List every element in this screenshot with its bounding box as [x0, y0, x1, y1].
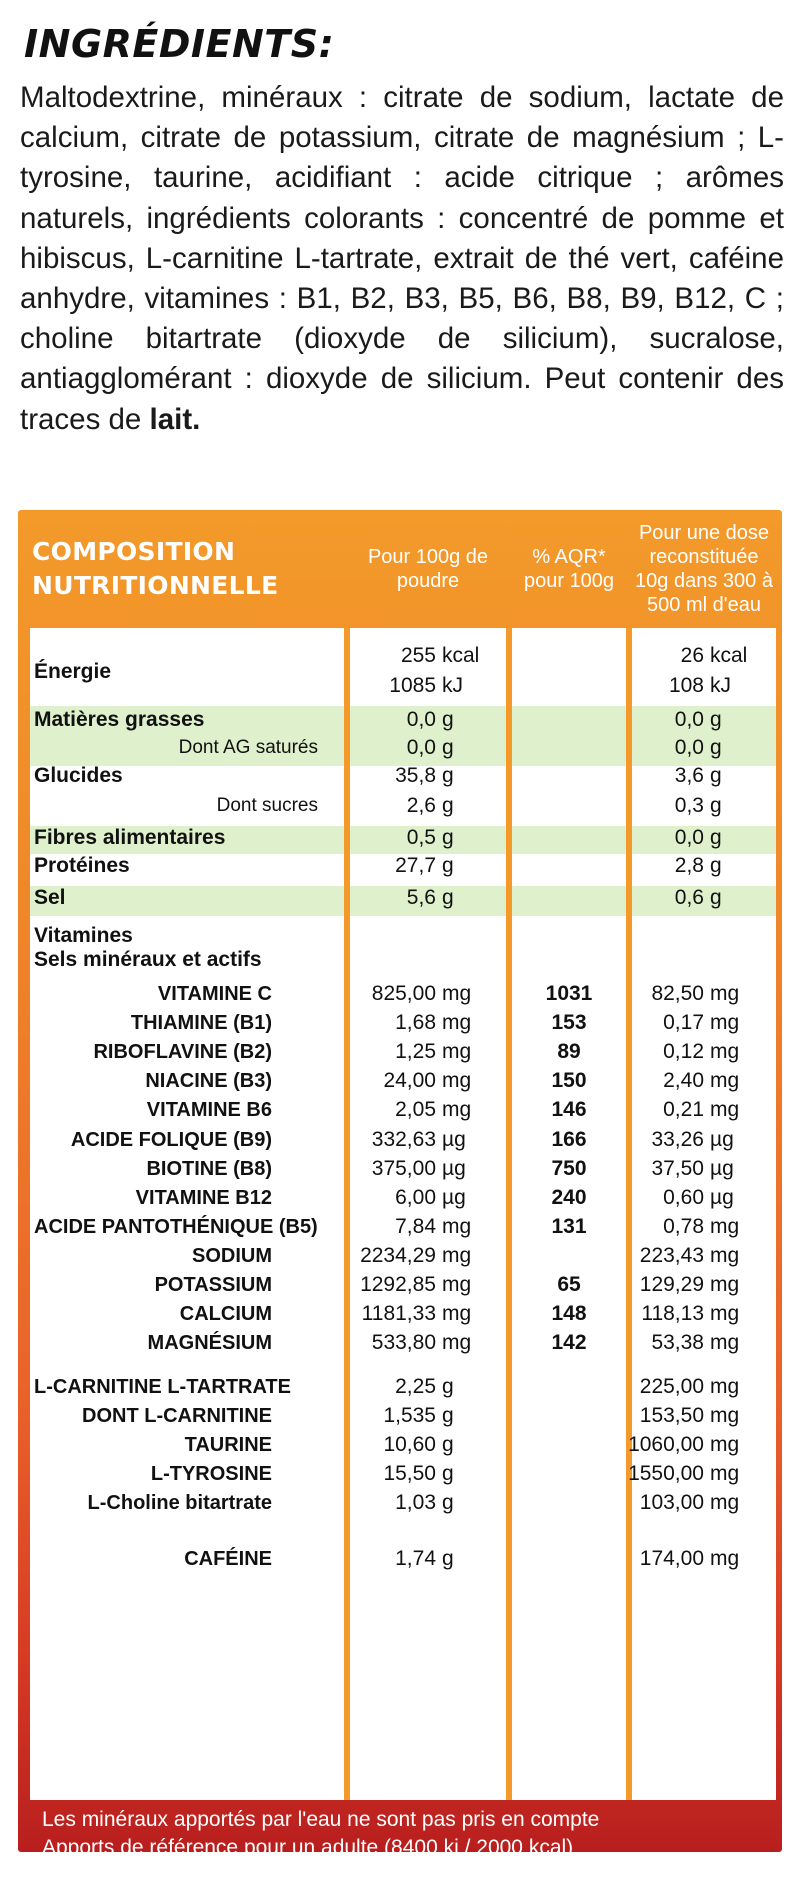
value-per-100g: 255	[400, 644, 436, 667]
vitamin-label: THIAMINE (B1)	[130, 1012, 272, 1034]
unit-per-100g: µg	[442, 1128, 466, 1151]
value-per-dose: 3,6	[674, 764, 704, 787]
unit-per-dose: µg	[710, 1186, 734, 1209]
unit-per-dose: µg	[710, 1157, 734, 1180]
value-per-dose: 153,50	[639, 1404, 704, 1427]
unit-per-100g: g	[442, 1404, 454, 1427]
vitamin-label: CALCIUM	[179, 1303, 272, 1325]
unit-per-dose: mg	[710, 1331, 740, 1354]
vitamin-label: ACIDE PANTOTHÉNIQUE (B5)	[34, 1216, 318, 1238]
unit-per-100g: mg	[442, 1069, 472, 1092]
value-per-100g: 0,0	[406, 736, 436, 759]
unit-per-dose: mg	[710, 1547, 740, 1570]
value-per-100g: 1,25	[395, 1040, 436, 1063]
footer-note-minerals: Les minéraux apportés par l'eau ne sont pas pris en compte	[42, 1808, 600, 1831]
unit-per-100g: mg	[442, 1215, 472, 1238]
aqr-percent: 153	[551, 1011, 587, 1034]
value-per-100g: 5,6	[406, 886, 436, 909]
vitamins-subheading: Sels minéraux et actifs	[34, 948, 262, 971]
active-label: DONT L-CARNITINE	[82, 1405, 272, 1427]
aqr-percent: 148	[551, 1302, 587, 1325]
unit-per-dose: g	[710, 794, 722, 817]
value-per-dose: 108	[668, 674, 704, 697]
vitamin-label: VITAMINE C	[157, 983, 272, 1005]
value-per-100g: 15,50	[383, 1462, 436, 1485]
vitamin-label: VITAMINE B12	[135, 1187, 272, 1209]
vitamin-label: POTASSIUM	[154, 1274, 272, 1296]
nutrient-sublabel: Dont AG saturés	[178, 737, 318, 758]
value-per-100g: 0,5	[406, 826, 436, 849]
value-per-dose: 2,8	[674, 854, 704, 877]
unit-per-100g: g	[442, 886, 454, 909]
value-per-100g: 2,6	[406, 794, 436, 817]
nutrient-label: Sel	[34, 886, 66, 909]
active-label: L-TYROSINE	[150, 1463, 272, 1485]
unit-per-100g: mg	[442, 1302, 472, 1325]
value-per-100g: 2,25	[395, 1375, 436, 1398]
aqr-percent: 146	[551, 1098, 587, 1121]
value-per-100g: 1,535	[383, 1404, 436, 1427]
unit-per-100g: mg	[442, 982, 472, 1005]
value-per-dose: 225,00	[639, 1375, 704, 1398]
aqr-percent: 750	[551, 1157, 587, 1180]
unit-per-dose: mg	[710, 1011, 740, 1034]
unit-per-100g: g	[442, 1462, 454, 1485]
value-per-dose: 1550,00	[628, 1462, 704, 1485]
unit-per-100g: kJ	[442, 674, 463, 697]
unit-per-dose: g	[710, 708, 722, 731]
vitamin-label: ACIDE FOLIQUE (B9)	[70, 1129, 272, 1151]
unit-per-100g: g	[442, 736, 454, 759]
value-per-100g: 0,0	[406, 708, 436, 731]
value-per-dose: 103,00	[639, 1491, 704, 1514]
unit-per-100g: mg	[442, 1040, 472, 1063]
vitamin-label: BIOTINE (B8)	[146, 1158, 272, 1180]
ingredients-text	[20, 78, 784, 440]
value-per-100g: 2234,29	[360, 1244, 436, 1267]
value-per-100g: 7,84	[395, 1215, 436, 1238]
unit-per-dose: mg	[710, 1098, 740, 1121]
value-per-dose: 0,21	[663, 1098, 704, 1121]
vitamin-label: NIACINE (B3)	[145, 1070, 272, 1092]
column-header-per-dose: Pour une dose reconstituée 10g dans 300 à 500 ml d'eau	[635, 522, 773, 616]
value-per-100g: 10,60	[383, 1433, 436, 1456]
unit-per-dose: mg	[710, 1215, 740, 1238]
aqr-percent: 240	[551, 1186, 587, 1209]
footer-note-reference: Apports de référence pour un adulte (8400 kj / 2000 kcal)	[42, 1836, 574, 1859]
aqr-percent: 150	[551, 1069, 587, 1092]
value-per-dose: 53,38	[651, 1331, 704, 1354]
value-per-dose: 1060,00	[628, 1433, 704, 1456]
value-per-100g: 1,74	[395, 1547, 436, 1570]
vitamin-label: SODIUM	[192, 1245, 272, 1267]
value-per-100g: 1,03	[395, 1491, 436, 1514]
value-per-dose: 0,17	[663, 1011, 704, 1034]
value-per-dose: 0,3	[674, 794, 704, 817]
table-footer	[42, 1806, 599, 1890]
value-per-dose: 0,0	[674, 826, 704, 849]
value-per-dose: 0,0	[674, 736, 704, 759]
unit-per-dose: kcal	[710, 644, 748, 667]
unit-per-100g: g	[442, 708, 454, 731]
value-per-100g: 825,00	[371, 982, 436, 1005]
unit-per-dose: kJ	[710, 674, 731, 697]
column-separator	[506, 628, 512, 1800]
unit-per-100g: kcal	[442, 644, 480, 667]
active-label: L-CARNITINE L-TARTRATE	[34, 1376, 291, 1398]
value-per-100g: 1085	[389, 674, 436, 697]
column-header-aqr: % AQR* pour 100g	[523, 546, 615, 592]
active-label: TAURINE	[184, 1434, 272, 1456]
vitamin-label: MAGNÉSIUM	[147, 1332, 272, 1354]
value-per-dose: 0,12	[663, 1040, 704, 1063]
aqr-percent: 89	[557, 1040, 581, 1063]
unit-per-100g: µg	[442, 1157, 466, 1180]
value-per-100g: 27,7	[395, 854, 436, 877]
nutrition-table	[18, 510, 782, 1887]
ingredients-title: INGRÉDIENTS:	[24, 22, 335, 66]
active-label: L-Choline bitartrate	[87, 1492, 272, 1514]
value-per-dose: 82,50	[651, 982, 704, 1005]
unit-per-100g: g	[442, 1547, 454, 1570]
unit-per-dose: µg	[710, 1128, 734, 1151]
unit-per-dose: g	[710, 886, 722, 909]
unit-per-100g: g	[442, 1433, 454, 1456]
value-per-dose: 223,43	[639, 1244, 704, 1267]
allergen-text: lait.	[149, 402, 201, 436]
value-per-dose: 118,13	[641, 1302, 704, 1325]
unit-per-100g: mg	[442, 1098, 472, 1121]
unit-per-dose: mg	[710, 1069, 740, 1092]
nutrient-label: Matières grasses	[34, 708, 205, 731]
aqr-percent: 166	[551, 1128, 587, 1151]
unit-per-100g: mg	[442, 1244, 472, 1267]
value-per-100g: 35,8	[395, 764, 436, 787]
unit-per-100g: g	[442, 1375, 454, 1398]
unit-per-dose: mg	[710, 1273, 740, 1296]
unit-per-dose: mg	[710, 1462, 740, 1485]
aqr-percent: 131	[551, 1215, 587, 1238]
caffeine-label: CAFÉINE	[184, 1548, 272, 1570]
unit-per-100g: mg	[442, 1011, 472, 1034]
unit-per-dose: mg	[710, 1375, 740, 1398]
unit-per-100g: g	[442, 854, 454, 877]
nutrient-label-energy: Énergie	[34, 660, 112, 683]
unit-per-100g: g	[442, 1491, 454, 1514]
unit-per-dose: mg	[710, 982, 740, 1005]
ingredients-list: Maltodextrine, minéraux : citrate de sodium, lactate de calcium, citrate de potassium, citrate de magnésium ; L-tyrosine, taurine, acidifiant : acide citrique ; arômes naturels, ingrédients colorants : concentré de pomme et hibiscus, L-carnitine L-tartrate, extrait de thé vert, caféine anhydre, vitamines : B1, B2, B3, B5, B6, B8, B9, B12, C ; choline bitartrate (dioxyde de silicium), sucralose, antiagglomérant : dioxyde de silicium. Peut contenir des traces de	[20, 81, 784, 436]
unit-per-dose: mg	[710, 1040, 740, 1063]
unit-per-dose: g	[710, 764, 722, 787]
value-per-dose: 0,0	[674, 708, 704, 731]
value-per-dose: 129,29	[639, 1273, 704, 1296]
aqr-percent: 142	[551, 1331, 587, 1354]
value-per-100g: 533,80	[371, 1331, 436, 1354]
value-per-dose: 174,00	[639, 1547, 704, 1570]
value-per-100g: 6,00	[395, 1186, 436, 1209]
unit-per-dose: g	[710, 854, 722, 877]
nutrient-label: Protéines	[34, 854, 130, 877]
table-title: COMPOSITION NUTRITIONNELLE	[32, 537, 279, 600]
value-per-dose: 33,26	[651, 1128, 704, 1151]
unit-per-100g: mg	[442, 1273, 472, 1296]
nutrient-sublabel: Dont sucres	[216, 795, 318, 816]
unit-per-dose: mg	[710, 1404, 740, 1427]
value-per-100g: 24,00	[383, 1069, 436, 1092]
value-per-dose: 0,60	[663, 1186, 704, 1209]
nutrient-label: Glucides	[34, 764, 123, 787]
unit-per-dose: g	[710, 826, 722, 849]
unit-per-dose: g	[710, 736, 722, 759]
value-per-100g: 1181,33	[361, 1302, 436, 1325]
value-per-100g: 1292,85	[360, 1273, 436, 1296]
column-header-per-100g: Pour 100g de poudre	[367, 546, 489, 592]
unit-per-dose: mg	[710, 1491, 740, 1514]
value-per-100g: 375,00	[371, 1157, 436, 1180]
unit-per-dose: mg	[710, 1433, 740, 1456]
nutrient-label: Fibres alimentaires	[34, 826, 226, 849]
unit-per-100g: g	[442, 764, 454, 787]
vitamin-label: RIBOFLAVINE (B2)	[93, 1041, 272, 1063]
vitamin-label: VITAMINE B6	[146, 1099, 272, 1121]
value-per-dose: 2,40	[663, 1069, 704, 1092]
vitamins-heading: Vitamines	[34, 924, 133, 947]
unit-per-dose: mg	[710, 1302, 740, 1325]
unit-per-100g: µg	[442, 1186, 466, 1209]
value-per-dose: 37,50	[651, 1157, 704, 1180]
value-per-100g: 332,63	[371, 1128, 436, 1151]
aqr-percent: 65	[557, 1273, 581, 1296]
value-per-dose: 0,78	[663, 1215, 704, 1238]
unit-per-100g: g	[442, 826, 454, 849]
footer-note-aqr: *Apports Quotidiens de Référence	[42, 1864, 361, 1887]
value-per-dose: 26	[680, 644, 704, 667]
value-per-100g: 2,05	[395, 1098, 436, 1121]
unit-per-100g: mg	[442, 1331, 472, 1354]
value-per-dose: 0,6	[674, 886, 704, 909]
aqr-percent: 1031	[545, 982, 593, 1005]
unit-per-100g: g	[442, 794, 454, 817]
unit-per-dose: mg	[710, 1244, 740, 1267]
value-per-100g: 1,68	[395, 1011, 436, 1034]
